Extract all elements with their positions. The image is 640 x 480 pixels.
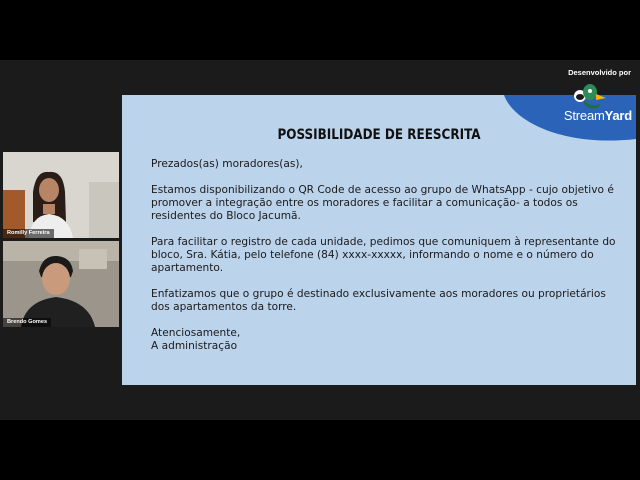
slide-signature: A administração — [151, 340, 238, 352]
slide-paragraph-3: Enfatizamos que o grupo é destinado exclusivamente aos moradores ou proprietários dos apartamentos da torre. — [151, 288, 606, 313]
participant-name-2: Brendo Gomes — [3, 318, 51, 327]
participant-video-1 — [3, 152, 119, 238]
slide-greeting: Prezados(as) moradores(as), — [151, 158, 303, 170]
logo-word-yard: Yard — [604, 108, 632, 123]
streamyard-logo-text — [564, 108, 632, 123]
presentation-slide — [122, 95, 636, 385]
slide-paragraph-2: Para facilitar o registro de cada unidade, pedimos que comuniquem à representante do bloco, Sra. Kátia, pelo telefone (84) xxxx-xxxxx, informando o nome e o número do apartamento. — [151, 236, 616, 274]
slide-paragraph-1: Estamos disponibilizando o QR Code de acesso ao grupo de WhatsApp - cujo objetivo é promover a integração entre os moradores e facilitar a comunicação- a todos os residentes do Bloco Jacumã. — [151, 184, 614, 222]
logo-word-stream: Stream — [563, 108, 605, 123]
participant-name-1: Romilly Ferreira — [3, 229, 54, 238]
developed-by-label: Desenvolvido por — [568, 68, 631, 77]
participant-tile-2[interactable] — [3, 241, 119, 327]
slide-body — [151, 158, 616, 353]
slide-title: POSSIBILIDADE DE REESCRITA — [277, 127, 481, 143]
slide-closing: Atenciosamente, — [151, 327, 241, 339]
participant-video-2 — [3, 241, 119, 327]
participant-tile-1[interactable] — [3, 152, 119, 238]
